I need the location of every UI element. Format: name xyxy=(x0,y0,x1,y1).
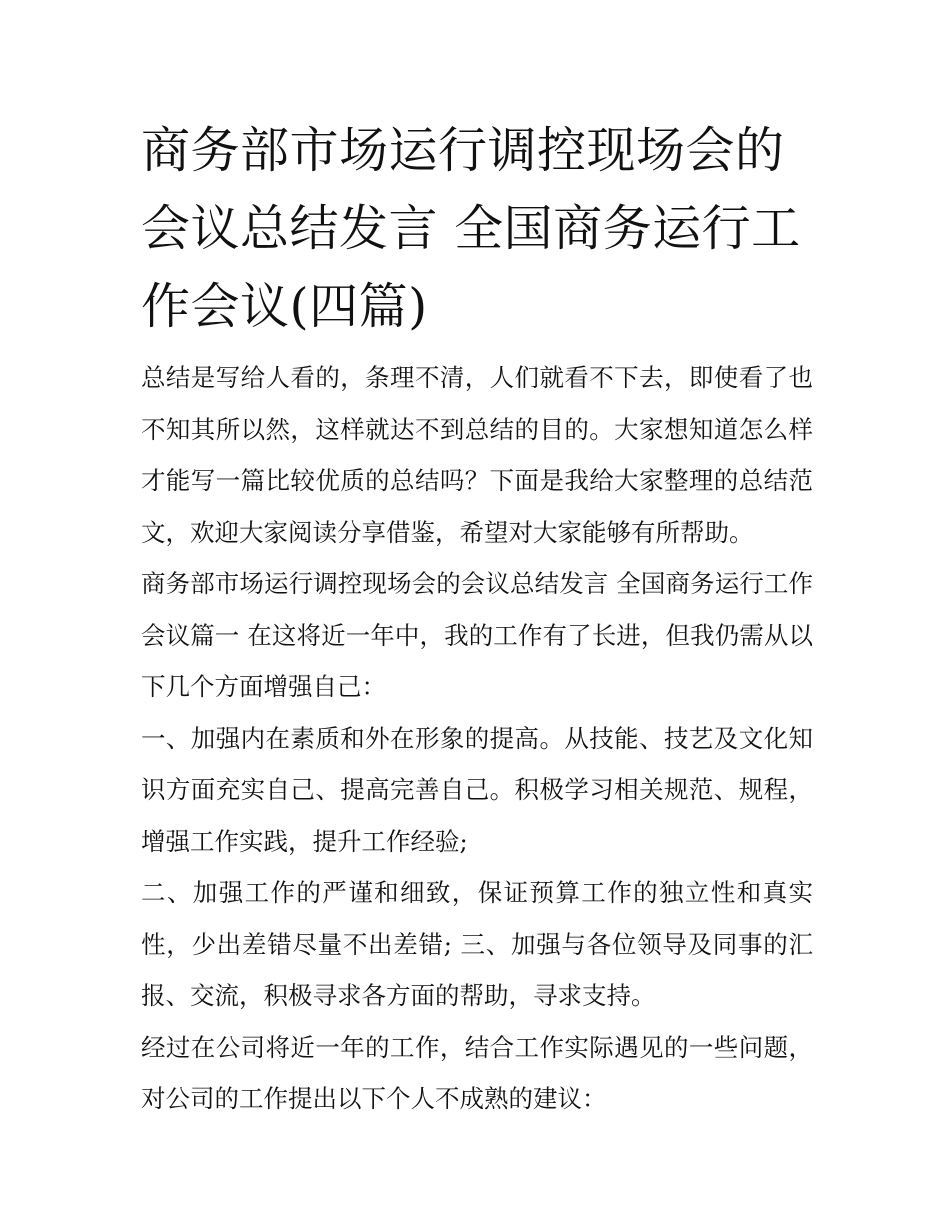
intro-paragraph: 总结是写给人看的，条理不清，人们就看不下去，即使看了也不知其所以然，这样就达不到总结的目的。大家想知道怎么样才能写一篇比较优质的总结吗？下面是我给大家整理的总结范文，欢迎大家阅读分享借鉴，希望对大家能够有所帮助。 xyxy=(141,363,813,547)
suggestions-paragraph: 经过在公司将近一年的工作，结合工作实际遇见的一些问题，对公司的工作提出以下个人不成熟的建议： xyxy=(141,1032,813,1113)
section-one-intro-paragraph: 商务部市场运行调控现场会的会议总结发言 全国商务运行工作会议篇一 在这将近一年中，我的工作有了长进，但我仍需从以下几个方面增强自己： xyxy=(141,569,813,701)
document-title: 商务部市场运行调控现场会的会议总结发言 全国商务运行工作会议(四篇) xyxy=(141,122,801,335)
point-one-paragraph: 一、加强内在素质和外在形象的提高。从技能、技艺及文化知识方面充实自己、提高完善自己。积极学习相关规范、规程，增强工作实践，提升工作经验; xyxy=(141,723,813,856)
document-content xyxy=(141,112,813,1125)
point-two-three-paragraph: 二、加强工作的严谨和细致，保证预算工作的独立性和真实性，少出差错尽量不出差错; 三、加强与各位领导及同事的汇报、交流，积极寻求各方面的帮助，寻求支持。 xyxy=(141,878,813,1010)
